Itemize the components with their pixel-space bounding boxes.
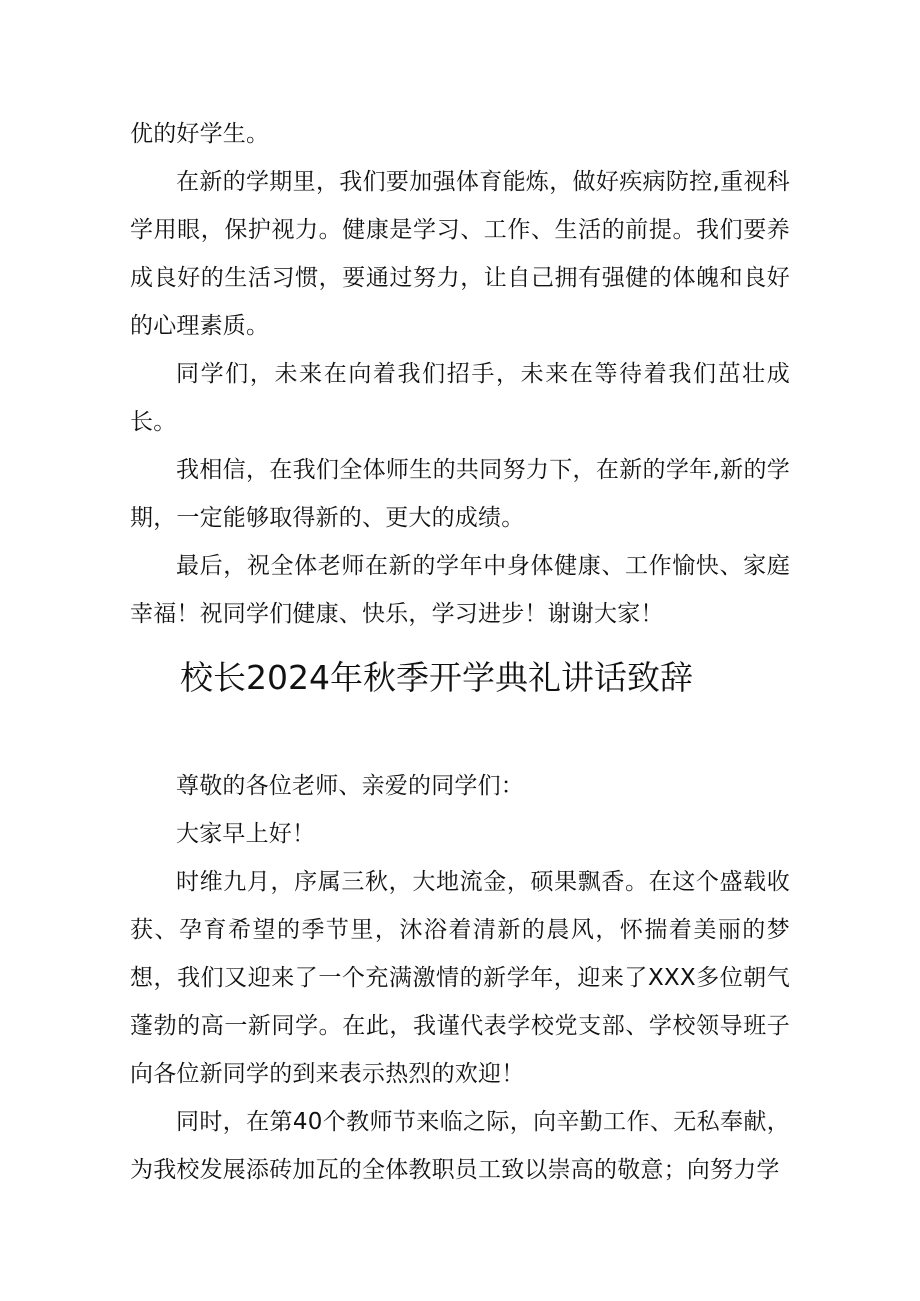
- paragraph: 同时，在第40个教师节来临之际，向辛勤工作、无私奉献，为我校发展添砖加瓦的全体教职员工致以崇高的敬意；向努力学: [130, 1109, 790, 1183]
- paragraph: 我相信，在我们全体师生的共同努力下，在新的学年,新的学期，一定能够取得新的、更大的成绩。: [130, 457, 790, 531]
- paragraph: 在新的学期里，我们要加强体育能炼，做好疾病防控,重视科学用眼，保护视力。健康是学习、工作、生活的前提。我们要养成良好的生活习惯，要通过努力，让自己拥有强健的体魄和良好的心理素质。: [130, 169, 790, 339]
- article-title: 校长2024年秋季开学典礼讲话致辞: [180, 658, 693, 697]
- article-body: [130, 762, 790, 1194]
- salutation: 尊敬的各位老师、亲爱的同学们：: [176, 773, 524, 799]
- greeting: 大家早上好！: [176, 821, 316, 847]
- paragraph: 优的好学生。: [130, 121, 270, 147]
- previous-article-ending: [130, 110, 790, 638]
- paragraph: 最后，祝全体老师在新的学年中身体健康、工作愉快、家庭幸福！祝同学们健康、快乐，学习进步！谢谢大家！: [130, 553, 790, 627]
- paragraph: 同学们，未来在向着我们招手，未来在等待着我们茁壮成长。: [130, 361, 790, 435]
- paragraph: 时维九月，序属三秋，大地流金，硕果飘香。在这个盛载收获、孕育希望的季节里，沐浴着清新的晨风，怀揣着美丽的梦想，我们又迎来了一个充满激情的新学年，迎来了XXX多位朝气蓬勃的高一新同学。在此，我谨代表学校党支部、学校领导班子向各位新同学的到来表示热烈的欢迎！: [130, 869, 790, 1087]
